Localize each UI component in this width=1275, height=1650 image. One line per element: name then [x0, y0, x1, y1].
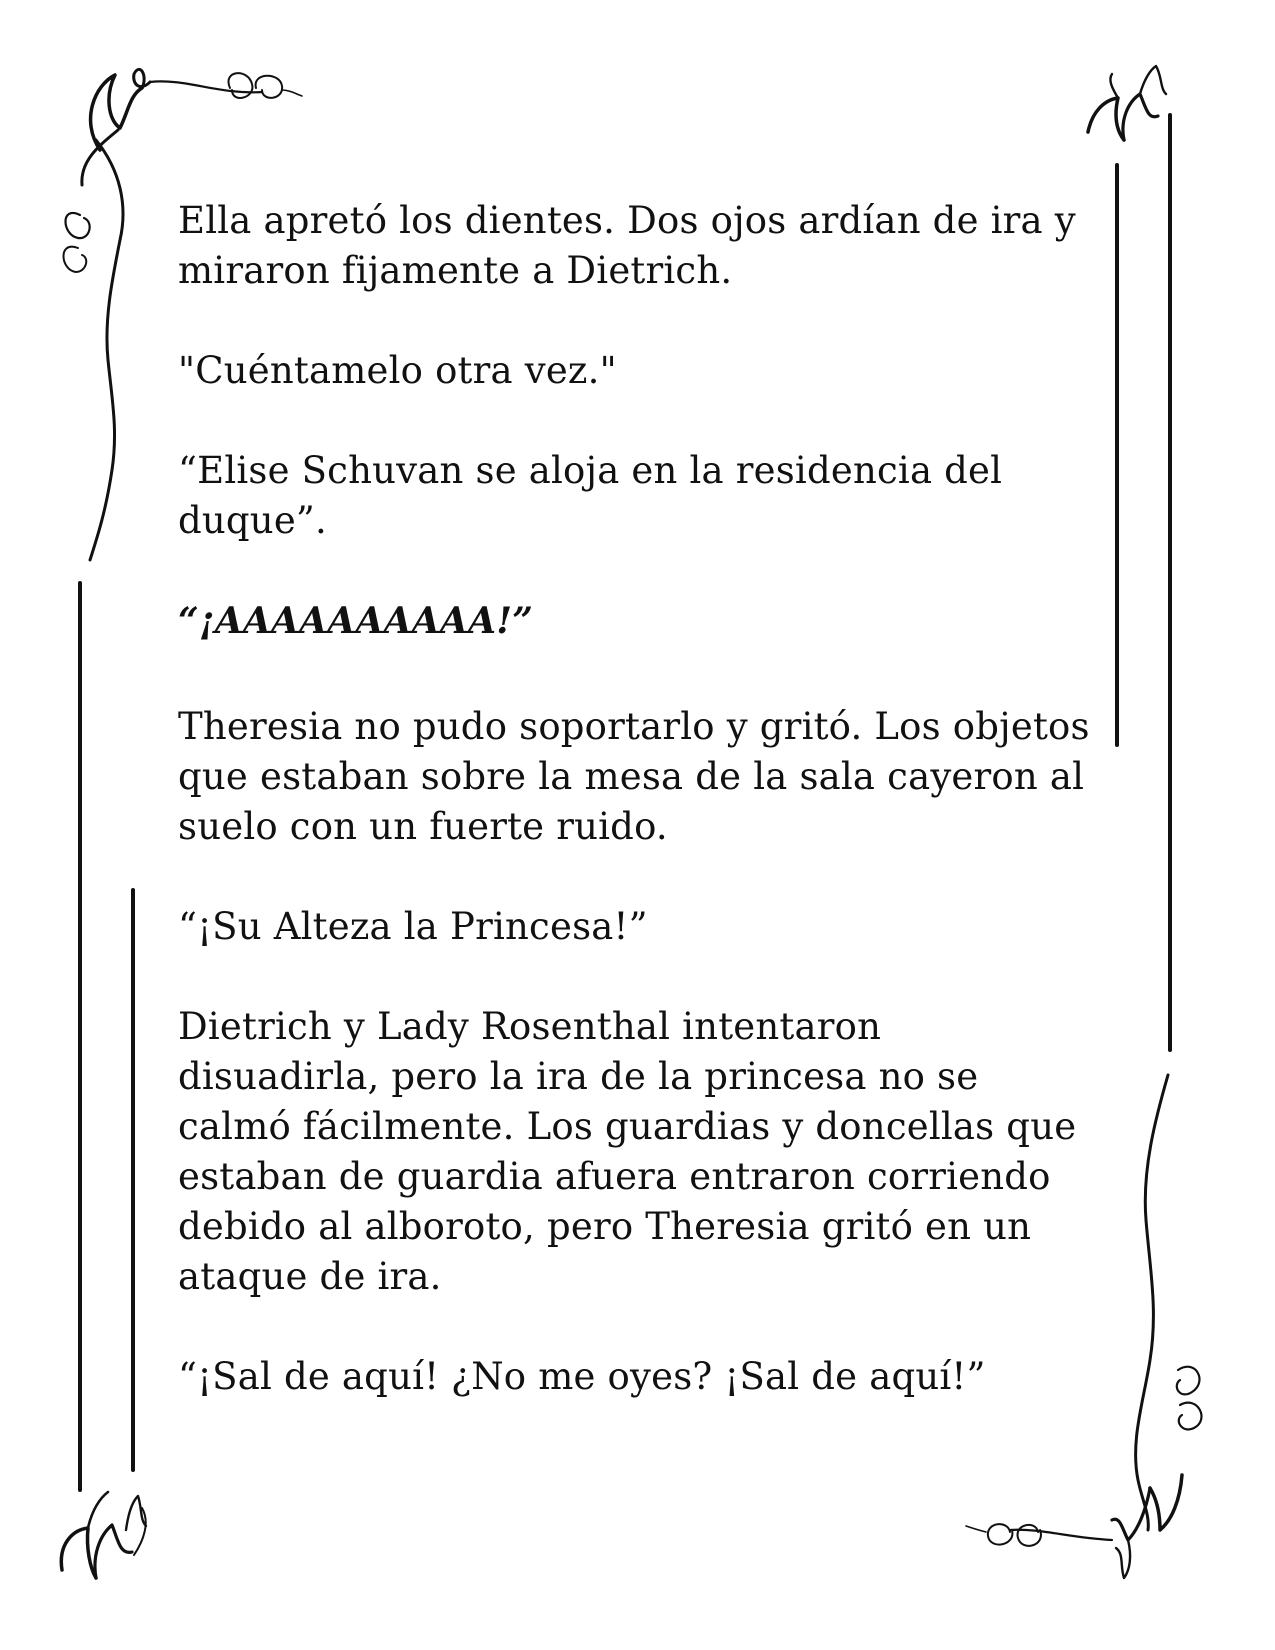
paragraph-6: “¡Su Alteza la Princesa!”: [178, 905, 648, 948]
paragraph-3: “Elise Schuvan se aloja en la residencia del duque”.: [178, 449, 1003, 542]
flourish-top-right: [1088, 66, 1166, 140]
paragraph-5: Theresia no pudo soportarlo y gritó. Los objetos que estaban sobre la mesa de la sala cayeron al suelo con un fuerte ruido.: [178, 705, 1090, 848]
paragraph-7: Dietrich y Lady Rosenthal intentaron disuadirla, pero la ira de la princesa no se calmó fácilmente. Los guardias y doncellas que estaban de guardia afuera entraron corriendo debido al alboroto, pero Theresia gritó en un ataque de ira.: [178, 1005, 1077, 1298]
paragraph-8: “¡Sal de aquí! ¿No me oyes? ¡Sal de aquí!”: [178, 1355, 986, 1398]
flourish-bottom-left: [61, 1492, 146, 1578]
paragraph-1: Ella apretó los dientes. Dos ojos ardían de ira y miraron fijamente a Dietrich.: [178, 199, 1076, 292]
document-body: [178, 196, 1098, 1452]
paragraph-2: "Cuéntamelo otra vez.": [178, 349, 617, 392]
paragraph-scream: “¡AAAAAAAAAA!”: [178, 600, 534, 642]
